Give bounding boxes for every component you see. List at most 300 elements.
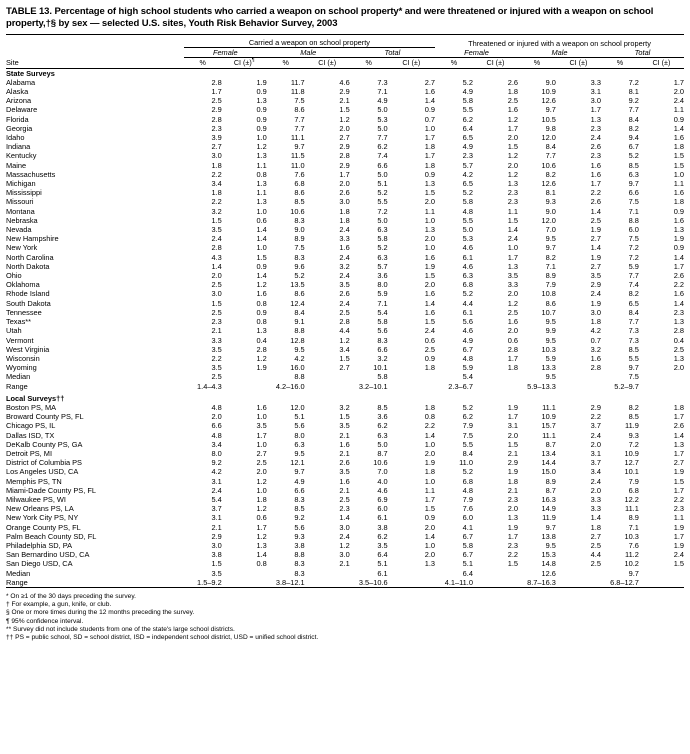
- row-site-label: Palm Beach County SD, FL: [6, 531, 97, 541]
- row-1-16-c11: 2.4: [673, 550, 684, 560]
- row-1-14-c11: 1.7: [673, 531, 684, 541]
- table-row: [6, 354, 684, 363]
- row-0-31-c6: 5.9: [462, 363, 473, 373]
- row-0-22-c5: 2.0: [424, 280, 436, 290]
- section-header-row: [6, 68, 684, 78]
- row-1-6-c7: 2.9: [507, 458, 518, 468]
- row-0-20-c2: 9.6: [294, 261, 305, 271]
- row-1-2-c2: 5.6: [294, 421, 305, 431]
- header-threatened-injured: [435, 38, 684, 48]
- row-0-10-c5: 0.9: [424, 169, 436, 179]
- row-1-7-c3: 3.5: [339, 467, 350, 477]
- row-1-10-c11: 2.2: [673, 494, 684, 504]
- row-1-15-c9: 2.5: [590, 540, 601, 550]
- row-0-0-c5: 2.7: [424, 77, 436, 87]
- row-0-20-c1: 0.9: [256, 261, 267, 271]
- row-0-1-c0: 1.7: [211, 87, 222, 97]
- row-1-17-c7: 1.5: [507, 559, 518, 569]
- row-0-18-c1: 1.0: [256, 243, 267, 253]
- row-1-13-c3: 3.0: [339, 522, 350, 532]
- row-0-30-c4: 3.2: [377, 353, 388, 363]
- row-1-7-c11: 1.9: [673, 467, 684, 477]
- median-label: Median: [6, 372, 31, 382]
- row-1-15-c6: 5.8: [462, 540, 473, 550]
- row-0-25-c8: 10.7: [541, 307, 556, 317]
- header-pct-4: %: [435, 58, 473, 68]
- row-0-1-c1: 0.9: [256, 87, 267, 97]
- row-1-7-c7: 1.9: [507, 467, 518, 477]
- row-0-25-c1: 0.9: [256, 307, 267, 317]
- row-1-15-c4: 3.5: [377, 540, 388, 550]
- row-1-15-c3: 1.2: [339, 540, 350, 550]
- row-0-15-c4: 5.0: [377, 215, 388, 225]
- row-1-1-c0: 2.0: [211, 412, 222, 422]
- row-1-15-c7: 2.3: [507, 540, 518, 550]
- row-0-5-c2: 7.7: [294, 123, 305, 133]
- row-0-9-c11: 1.5: [673, 160, 684, 170]
- range-label: Range: [6, 381, 28, 391]
- row-0-20-c3: 3.2: [339, 261, 350, 271]
- row-1-3-c4: 6.3: [377, 430, 388, 440]
- row-0-2-c6: 5.8: [462, 96, 473, 106]
- row-0-5-c5: 1.0: [424, 123, 436, 133]
- row-0-24-c0: 1.5: [211, 298, 222, 308]
- row-0-6-c2: 11.1: [290, 133, 305, 143]
- row-1-13-c10: 7.1: [628, 522, 639, 532]
- row-0-5-c11: 1.4: [673, 123, 684, 133]
- row-1-2-c1: 3.5: [256, 421, 267, 431]
- row-0-4-c5: 0.7: [424, 114, 436, 124]
- row-1-15-c1: 1.3: [256, 540, 267, 550]
- median-row: [6, 372, 684, 381]
- median-0-c9: [556, 372, 601, 381]
- row-0-0-c0: 2.8: [211, 77, 222, 87]
- row-0-28-c5: 0.6: [424, 335, 436, 345]
- row-0-22-c10: 7.4: [628, 280, 639, 290]
- row-0-13-c2: 8.5: [294, 197, 305, 207]
- row-0-4-c3: 1.2: [339, 114, 350, 124]
- row-1-10-c7: 2.3: [507, 494, 518, 504]
- row-0-10-c9: 1.6: [590, 169, 601, 179]
- header-groups: [6, 38, 684, 48]
- table-row: [6, 105, 684, 114]
- median-0-c1: [222, 372, 267, 381]
- footnote-0: * On ≥1 of the 30 days preceding the survey.: [6, 592, 136, 600]
- range-0-c7: [473, 382, 518, 391]
- row-0-2-c3: 2.1: [339, 96, 350, 106]
- row-site-label: Milwaukee PS, WI: [6, 494, 66, 504]
- row-1-7-c2: 9.7: [294, 467, 305, 477]
- row-0-7-c0: 2.7: [211, 142, 222, 152]
- row-0-4-c2: 7.7: [294, 114, 305, 124]
- row-0-28-c3: 1.2: [339, 335, 350, 345]
- footnote-4: ** Survey did not include students from one of the state's large school districts.: [6, 625, 235, 633]
- row-0-16-c0: 3.5: [211, 225, 222, 235]
- range-1-c9: [556, 578, 601, 588]
- row-0-4-c6: 6.2: [462, 114, 473, 124]
- row-0-2-c1: 1.3: [256, 96, 267, 106]
- row-0-30-c0: 2.2: [211, 353, 222, 363]
- row-0-15-c5: 1.0: [424, 215, 436, 225]
- header-columns: [6, 58, 684, 68]
- row-0-5-c4: 5.0: [377, 123, 388, 133]
- range-1-c8: 8.7–16.3: [527, 577, 556, 587]
- row-1-8-c10: 7.9: [628, 476, 639, 486]
- row-site-label: Miami-Dade County PS, FL: [6, 485, 96, 495]
- row-1-1-c4: 3.6: [377, 412, 388, 422]
- row-1-11-c2: 8.5: [294, 504, 305, 514]
- row-1-14-c1: 1.2: [256, 531, 267, 541]
- row-0-18-c3: 1.6: [339, 243, 350, 253]
- row-0-25-c7: 2.5: [507, 307, 518, 317]
- row-0-21-c8: 8.9: [545, 271, 556, 281]
- table-row: [6, 234, 684, 243]
- row-1-13-c2: 5.6: [294, 522, 305, 532]
- median-0-c10: 7.5: [628, 372, 639, 382]
- row-1-6-c10: 12.7: [624, 458, 639, 468]
- row-0-10-c6: 4.2: [462, 169, 473, 179]
- table-row: [6, 541, 684, 550]
- row-1-10-c10: 12.2: [624, 494, 639, 504]
- row-0-15-c7: 1.5: [507, 215, 518, 225]
- header-ci-5: CI (±): [556, 58, 601, 68]
- row-0-29-c6: 6.7: [462, 344, 473, 354]
- row-0-14-c5: 1.1: [424, 206, 436, 216]
- row-0-8-c0: 3.0: [211, 151, 222, 161]
- row-1-16-c6: 6.7: [462, 550, 473, 560]
- row-0-15-c8: 12.0: [541, 215, 556, 225]
- row-1-8-c7: 1.8: [507, 476, 518, 486]
- row-0-27-c10: 7.3: [628, 326, 639, 336]
- row-1-5-c5: 2.0: [424, 448, 436, 458]
- header-pct-3: %: [350, 58, 388, 68]
- median-1-c10: 9.7: [628, 568, 639, 578]
- row-0-0-c2: 11.7: [290, 77, 305, 87]
- row-0-0-c7: 2.6: [507, 77, 518, 87]
- row-0-24-c7: 1.2: [507, 298, 518, 308]
- row-0-16-c3: 2.4: [339, 225, 350, 235]
- row-1-6-c8: 14.4: [541, 458, 556, 468]
- row-0-17-c2: 8.9: [294, 234, 305, 244]
- range-0-c4: 3.2–10.1: [358, 381, 388, 391]
- header-ci-3: CI (±): [388, 58, 435, 68]
- footnote-3: ¶ 95% confidence interval.: [6, 617, 84, 625]
- row-0-27-c11: 2.8: [673, 326, 684, 336]
- row-0-11-c7: 1.3: [507, 179, 518, 189]
- row-0-30-c7: 1.7: [507, 353, 518, 363]
- row-1-9-c3: 2.1: [339, 485, 350, 495]
- table-row: [6, 87, 684, 96]
- row-0-3-c9: 1.7: [590, 105, 601, 115]
- row-1-13-c4: 3.8: [377, 522, 388, 532]
- row-1-6-c1: 2.5: [256, 458, 267, 468]
- row-0-10-c4: 5.0: [377, 169, 388, 179]
- row-site-label: Indiana: [6, 142, 31, 152]
- row-site-label: Rhode Island: [6, 289, 50, 299]
- row-0-9-c9: 1.6: [590, 160, 601, 170]
- row-0-8-c8: 7.7: [545, 151, 556, 161]
- range-0-c11: [639, 382, 684, 391]
- table-row: [6, 262, 684, 271]
- row-0-17-c4: 5.8: [377, 234, 388, 244]
- median-1-c2: 8.3: [294, 568, 305, 578]
- median-1-c3: [305, 569, 350, 578]
- row-0-24-c9: 1.9: [590, 298, 601, 308]
- row-0-19-c8: 8.2: [545, 252, 556, 262]
- row-1-6-c5: 1.9: [424, 458, 436, 468]
- header-pct-5: %: [518, 58, 556, 68]
- row-1-10-c5: 1.7: [424, 494, 436, 504]
- row-0-4-c4: 5.3: [377, 114, 388, 124]
- row-0-31-c9: 2.8: [590, 363, 601, 373]
- row-1-9-c9: 2.0: [590, 485, 601, 495]
- row-0-19-c7: 1.7: [507, 252, 518, 262]
- row-0-3-c1: 0.9: [256, 105, 267, 115]
- range-0-c10: 5.2–9.7: [614, 381, 639, 391]
- median-1-c0: 3.5: [211, 568, 222, 578]
- row-0-23-c7: 2.0: [507, 289, 518, 299]
- row-0-12-c10: 6.6: [628, 188, 639, 198]
- row-0-11-c4: 5.1: [377, 179, 388, 189]
- table-row: [6, 431, 684, 440]
- row-0-3-c5: 0.9: [424, 105, 436, 115]
- row-1-1-c5: 0.8: [424, 412, 436, 422]
- row-1-8-c5: 1.0: [424, 476, 436, 486]
- row-0-18-c7: 1.0: [507, 243, 518, 253]
- row-0-16-c4: 6.3: [377, 225, 388, 235]
- table-row: [6, 317, 684, 326]
- row-0-23-c6: 5.2: [462, 289, 473, 299]
- median-1-c6: 6.4: [462, 568, 473, 578]
- row-1-13-c11: 1.9: [673, 522, 684, 532]
- row-1-0-c1: 1.6: [256, 402, 267, 412]
- row-0-18-c0: 2.8: [211, 243, 222, 253]
- row-1-3-c5: 1.4: [424, 430, 436, 440]
- row-0-22-c2: 13.5: [290, 280, 305, 290]
- row-0-11-c2: 6.8: [294, 179, 305, 189]
- row-0-11-c1: 1.3: [256, 179, 267, 189]
- row-0-9-c3: 2.9: [339, 160, 350, 170]
- row-0-18-c10: 7.2: [628, 243, 639, 253]
- row-0-8-c10: 5.2: [628, 151, 639, 161]
- row-site-label: Alabama: [6, 77, 36, 87]
- row-0-2-c11: 2.4: [673, 96, 684, 106]
- row-1-14-c10: 10.3: [624, 531, 639, 541]
- row-0-29-c8: 10.3: [541, 344, 556, 354]
- row-0-26-c5: 1.5: [424, 317, 436, 327]
- row-0-8-c5: 1.7: [424, 151, 436, 161]
- row-0-6-c8: 12.0: [541, 133, 556, 143]
- row-0-20-c7: 1.3: [507, 261, 518, 271]
- row-0-21-c5: 1.5: [424, 271, 436, 281]
- row-0-3-c7: 1.6: [507, 105, 518, 115]
- header-male-1: Male: [267, 48, 350, 58]
- row-1-9-c7: 2.1: [507, 485, 518, 495]
- row-1-10-c2: 8.3: [294, 494, 305, 504]
- row-1-3-c10: 9.3: [628, 430, 639, 440]
- row-1-14-c2: 9.3: [294, 531, 305, 541]
- row-0-24-c8: 8.6: [545, 298, 556, 308]
- row-0-30-c9: 1.6: [590, 353, 601, 363]
- header-site: Site: [6, 58, 184, 68]
- row-0-13-c1: 1.3: [256, 197, 267, 207]
- row-0-24-c1: 0.8: [256, 298, 267, 308]
- row-1-13-c0: 2.1: [211, 522, 222, 532]
- row-1-2-c0: 6.6: [211, 421, 222, 431]
- table-row: [6, 449, 684, 458]
- row-1-4-c6: 5.5: [462, 439, 473, 449]
- row-0-19-c2: 8.3: [294, 252, 305, 262]
- row-0-13-c6: 5.8: [462, 197, 473, 207]
- row-1-4-c5: 1.0: [424, 439, 436, 449]
- row-site-label: Wyoming: [6, 363, 37, 373]
- row-1-15-c10: 7.6: [628, 540, 639, 550]
- row-0-5-c1: 0.9: [256, 123, 267, 133]
- row-0-18-c4: 5.2: [377, 243, 388, 253]
- row-0-7-c6: 4.9: [462, 142, 473, 152]
- row-0-20-c10: 5.9: [628, 261, 639, 271]
- row-0-8-c4: 7.4: [377, 151, 388, 161]
- row-0-5-c8: 9.8: [545, 123, 556, 133]
- row-1-10-c3: 2.5: [339, 494, 350, 504]
- row-0-29-c5: 2.5: [424, 344, 436, 354]
- row-0-27-c7: 2.0: [507, 326, 518, 336]
- row-0-4-c10: 8.4: [628, 114, 639, 124]
- row-0-17-c10: 7.5: [628, 234, 639, 244]
- row-0-28-c11: 0.4: [673, 335, 684, 345]
- row-1-1-c8: 10.9: [541, 412, 556, 422]
- row-1-4-c0: 3.4: [211, 439, 222, 449]
- row-site-label: Montana: [6, 206, 35, 216]
- row-0-2-c8: 12.6: [541, 96, 556, 106]
- row-1-4-c9: 2.0: [590, 439, 601, 449]
- row-0-10-c8: 8.2: [545, 169, 556, 179]
- row-1-2-c7: 3.1: [507, 421, 518, 431]
- row-site-label: Broward County PS, FL: [6, 412, 84, 422]
- row-0-20-c8: 7.1: [545, 261, 556, 271]
- row-1-8-c2: 4.9: [294, 476, 305, 486]
- range-1-c3: [305, 578, 350, 588]
- row-0-26-c3: 2.8: [339, 317, 350, 327]
- row-1-10-c4: 6.9: [377, 494, 388, 504]
- row-1-12-c9: 1.4: [590, 513, 601, 523]
- row-0-30-c6: 4.8: [462, 353, 473, 363]
- row-1-12-c5: 0.9: [424, 513, 436, 523]
- table-row: [6, 532, 684, 541]
- row-1-1-c11: 1.7: [673, 412, 684, 422]
- row-0-12-c3: 2.6: [339, 188, 350, 198]
- range-0-c3: [305, 382, 350, 391]
- range-1-c4: 3.5–10.6: [358, 577, 388, 587]
- row-0-17-c8: 9.5: [545, 234, 556, 244]
- row-1-12-c2: 9.2: [294, 513, 305, 523]
- table-row: [6, 523, 684, 532]
- row-1-16-c2: 8.8: [294, 550, 305, 560]
- row-0-31-c2: 16.0: [290, 363, 305, 373]
- row-0-1-c9: 3.1: [590, 87, 601, 97]
- row-0-3-c2: 8.6: [294, 105, 305, 115]
- row-1-14-c7: 1.7: [507, 531, 518, 541]
- row-1-12-c11: 1.1: [673, 513, 684, 523]
- median-1-c11: [639, 569, 684, 578]
- row-0-31-c10: 9.7: [628, 363, 639, 373]
- row-0-12-c7: 2.3: [507, 188, 518, 198]
- row-0-26-c0: 2.3: [211, 317, 222, 327]
- row-1-10-c6: 7.9: [462, 494, 473, 504]
- row-0-17-c1: 1.4: [256, 234, 267, 244]
- row-0-22-c6: 6.8: [462, 280, 473, 290]
- row-0-23-c5: 1.6: [424, 289, 436, 299]
- row-1-6-c2: 12.1: [290, 458, 305, 468]
- row-1-8-c0: 3.1: [211, 476, 222, 486]
- row-0-16-c5: 1.3: [424, 225, 436, 235]
- row-0-4-c9: 1.3: [590, 114, 601, 124]
- row-1-16-c5: 2.0: [424, 550, 436, 560]
- table-row: [6, 216, 684, 225]
- row-0-29-c10: 8.5: [628, 344, 639, 354]
- row-site-label: Texas**: [6, 317, 32, 327]
- row-0-20-c5: 1.9: [424, 261, 436, 271]
- row-site-label: Ohio: [6, 271, 22, 281]
- header-female-2: Female: [435, 48, 518, 58]
- row-0-7-c9: 2.6: [590, 142, 601, 152]
- row-0-30-c2: 4.2: [294, 353, 305, 363]
- row-0-31-c0: 3.5: [211, 363, 222, 373]
- row-0-15-c11: 1.6: [673, 215, 684, 225]
- row-0-14-c10: 7.1: [628, 206, 639, 216]
- row-0-24-c5: 1.4: [424, 298, 436, 308]
- row-site-label: New York City PS, NY: [6, 513, 79, 523]
- row-0-31-c1: 1.9: [256, 363, 267, 373]
- row-0-0-c3: 4.6: [339, 77, 350, 87]
- row-0-19-c6: 6.1: [462, 252, 473, 262]
- row-site-label: Massachusetts: [6, 169, 56, 179]
- row-0-2-c10: 9.2: [628, 96, 639, 106]
- row-0-24-c2: 12.4: [290, 298, 305, 308]
- row-0-5-c10: 8.2: [628, 123, 639, 133]
- row-site-label: Oklahoma: [6, 280, 40, 290]
- table-row: [6, 96, 684, 105]
- row-0-15-c2: 8.3: [294, 215, 305, 225]
- table-row: [6, 161, 684, 170]
- range-1-c0: 1.5–9.2: [197, 577, 222, 587]
- row-0-27-c2: 8.8: [294, 326, 305, 336]
- table-row: [6, 326, 684, 335]
- median-0-c7: [473, 372, 518, 381]
- row-site-label: Wisconsin: [6, 353, 40, 363]
- row-1-2-c5: 2.2: [424, 421, 436, 431]
- row-0-5-c6: 6.4: [462, 123, 473, 133]
- row-1-3-c7: 2.0: [507, 430, 518, 440]
- table-row: [6, 225, 684, 234]
- row-0-0-c11: 1.7: [673, 77, 684, 87]
- row-1-12-c3: 1.4: [339, 513, 350, 523]
- row-0-14-c6: 4.8: [462, 206, 473, 216]
- row-1-11-c1: 1.2: [256, 504, 267, 514]
- row-1-10-c0: 5.4: [211, 494, 222, 504]
- row-1-2-c4: 6.2: [377, 421, 388, 431]
- row-0-3-c6: 5.5: [462, 105, 473, 115]
- row-0-23-c1: 1.6: [256, 289, 267, 299]
- row-1-9-c8: 8.7: [545, 485, 556, 495]
- header-ci-2: CI (±): [305, 58, 350, 68]
- row-0-30-c8: 5.9: [545, 353, 556, 363]
- row-0-14-c7: 1.1: [507, 206, 518, 216]
- row-1-17-c0: 1.5: [211, 559, 222, 569]
- row-1-5-c10: 10.9: [624, 448, 639, 458]
- row-0-24-c11: 1.4: [673, 298, 684, 308]
- row-0-13-c3: 3.0: [339, 197, 350, 207]
